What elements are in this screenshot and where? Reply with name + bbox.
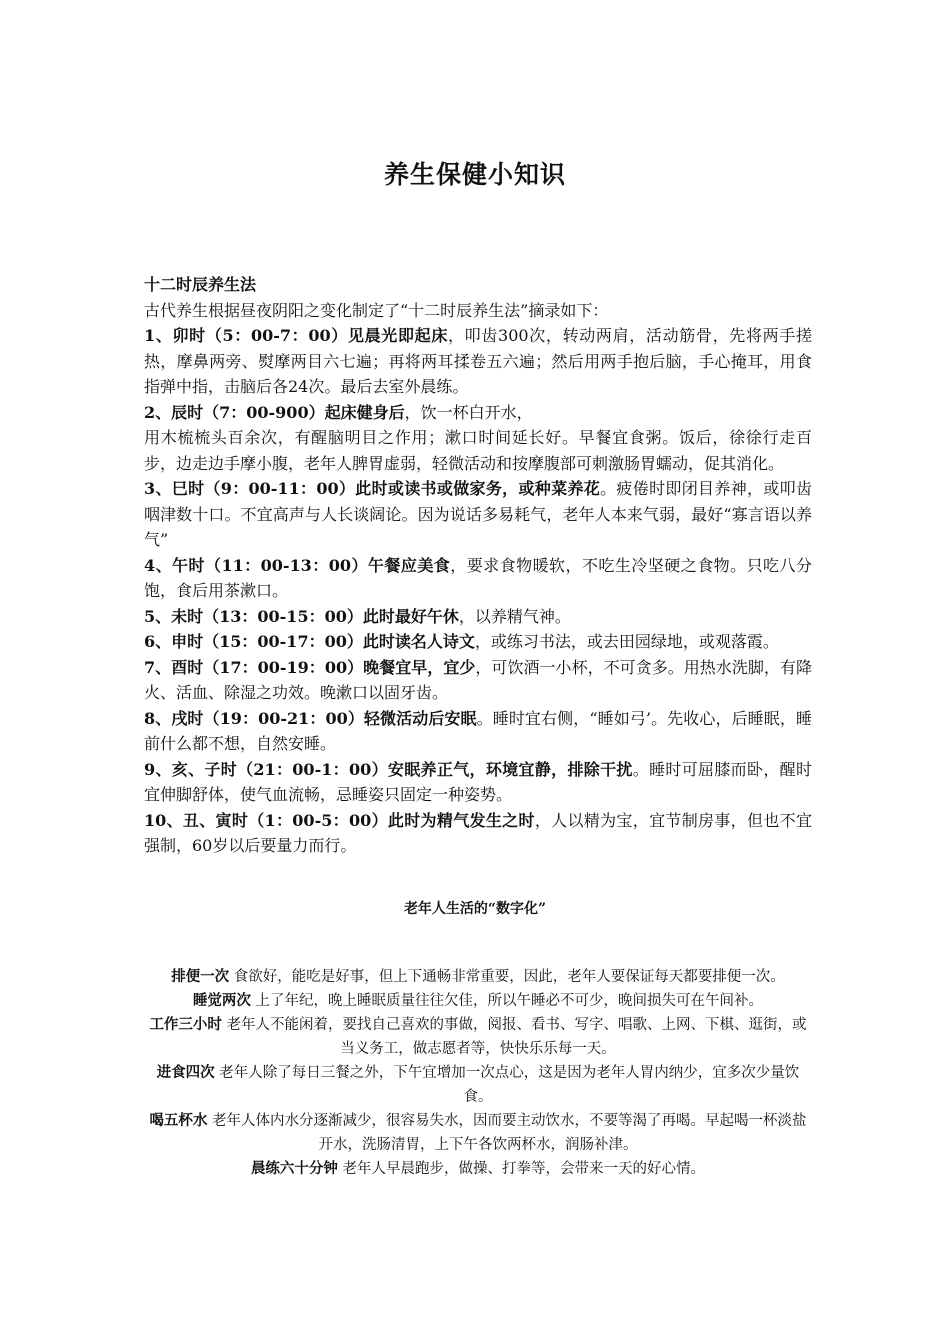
item-text: 老年人早晨跑步，做操、打拳等，会带来一天的好心情。 — [337, 1161, 706, 1177]
list-item — [144, 989, 812, 1013]
paragraph-item — [144, 323, 812, 400]
paragraph-item — [144, 706, 812, 757]
item-text: ，可饮酒一小杯，不可贪多。用热水洗脚，有降火、活血、除湿之功效。晚漱口以固牙齿。 — [144, 657, 812, 702]
item-text: 用木梳梳头百余次，有醒脑明目之作用；漱口时间延长好。早餐宜食粥。饭后，徐徐行走百步，边走边手摩小腹，老年人脾胃虚弱，轻微活动和按摩腹部可刺激肠胃蠕动，促其消化。 — [144, 428, 812, 473]
item-text: 食欲好，能吃是好事，但上下通畅非常重要，因此，老年人要保证每天都要排便一次。 — [229, 969, 785, 985]
section-intro: 古代养生根据昼夜阴阳之变化制定了“十二时辰养生法”摘录如下： — [144, 300, 609, 320]
item-text: ，人以精为宝，宜节制房事，但也不宜强制，60岁以后要量力而行。 — [144, 810, 812, 855]
item-text: ，饮一杯白开水， — [404, 402, 533, 422]
section-twelve-hours — [144, 272, 812, 859]
item-bold-lead: 7、酉时（17：00-19：00）晚餐宜早，宜少 — [144, 657, 476, 677]
item-bold-lead: 1、卯时（5：00-7：00）见晨光即起床 — [144, 326, 448, 345]
item-text: 。睡时宜右侧，“睡如弓’。先收心，后睡眠，睡前什么都不想，自然安睡。 — [144, 708, 812, 753]
item-bold-lead: 排便一次 — [171, 968, 230, 985]
paragraph-item — [144, 425, 812, 476]
page-title: 养生保健小知识 — [383, 160, 566, 189]
item-text: 老年人不能闲着，要找自己喜欢的事做，阅报、看书、写字、唱歌、上网、下棋、逛街，或当义务工，做志愿者等，快快乐乐每一天。 — [221, 1017, 807, 1057]
item-text: 。疲倦时即闭目养神，或叩齿咽津数十口。不宜高声与人长谈阔论。因为说话多易耗气，老年人本来气弱，最好“寡言语以养气” — [144, 479, 812, 549]
item-bold-lead: 8、戌时（19：00-21：00）轻微活动后安眠 — [144, 708, 477, 728]
item-text: 老年人体内水分逐渐减少，很容易失水，因而要主动饮水，不要等渴了再喝。早起喝一杯淡盐开水，洗肠清胃，上下午各饮两杯水，润肠补津。 — [207, 1113, 807, 1153]
item-text: 。睡时可屈膝而卧，醒时宜伸脚舒体，使气血流畅，忌睡姿只固定一种姿势。 — [144, 759, 812, 804]
item-bold-lead: 3、巳时（9：00-11：00）此时或读书或做家务，或种菜养花 — [144, 479, 601, 498]
item-text: 老年人除了每日三餐之外，下午宜增加一次点心，这是因为老年人胃内纳少，宜多次少量饮食。 — [214, 1065, 800, 1105]
paragraph-item — [144, 604, 812, 630]
paragraph-item — [144, 757, 812, 808]
item-bold-lead: 4、午时（11：00-13：00）午餐应美食 — [144, 555, 451, 575]
list-item — [144, 1109, 812, 1157]
list-item — [144, 1013, 812, 1061]
list-item — [144, 965, 812, 989]
item-text: 上了年纪，晚上睡眠质量往往欠佳，所以午睡必不可少，晚间损失可在午间补。 — [250, 993, 764, 1009]
paragraph-item — [144, 476, 812, 553]
section-digital-life-title: 老年人生活的“数字化” — [403, 901, 547, 917]
paragraph-item — [144, 655, 812, 706]
paragraph-item — [144, 808, 812, 859]
item-text: ，叩齿300次，转动两肩，活动筋骨，先将两手搓热，摩鼻两旁、熨摩两目六七遍；再将两耳揉卷五六遍；然后用两手抱后脑，手心掩耳，用食指弹中指，击脑后各24次。最后去室外晨练。 — [144, 326, 812, 396]
item-text: ，要求食物暖软，不吃生冷坚硬之食物。只吃八分饱，食后用茶漱口。 — [144, 555, 812, 600]
list-item — [144, 1157, 812, 1181]
item-bold-lead: 10、丑、寅时（1：00-5：00）此时为精气发生之时 — [144, 810, 535, 830]
section-heading: 十二时辰养生法 — [144, 275, 257, 294]
item-bold-lead: 5、未时（13：00-15：00）此时最好午休 — [144, 606, 459, 626]
item-bold-lead: 2、辰时（7：00-900）起床健身后 — [144, 402, 405, 422]
item-bold-lead: 喝五杯水 — [149, 1112, 208, 1129]
item-bold-lead: 6、申时（15：00-17：00）此时读名人诗文 — [144, 632, 475, 651]
paragraph-item — [144, 400, 812, 426]
item-text: ，以养精气神。 — [458, 606, 571, 626]
paragraph-item — [144, 629, 812, 655]
item-bold-lead: 进食四次 — [156, 1064, 215, 1081]
item-bold-lead: 晨练六十分钟 — [250, 1160, 338, 1177]
item-text: ，或练习书法，或去田园绿地，或观落霞。 — [474, 632, 779, 651]
paragraph-item — [144, 553, 812, 604]
list-item — [144, 1061, 812, 1109]
section-digital-life — [144, 965, 812, 1181]
item-bold-lead: 工作三小时 — [149, 1016, 222, 1033]
item-bold-lead: 睡觉两次 — [192, 992, 251, 1009]
item-bold-lead: 9、亥、子时（21：00-1：00）安眠养正气，环境宜静，排除干扰 — [144, 759, 633, 779]
